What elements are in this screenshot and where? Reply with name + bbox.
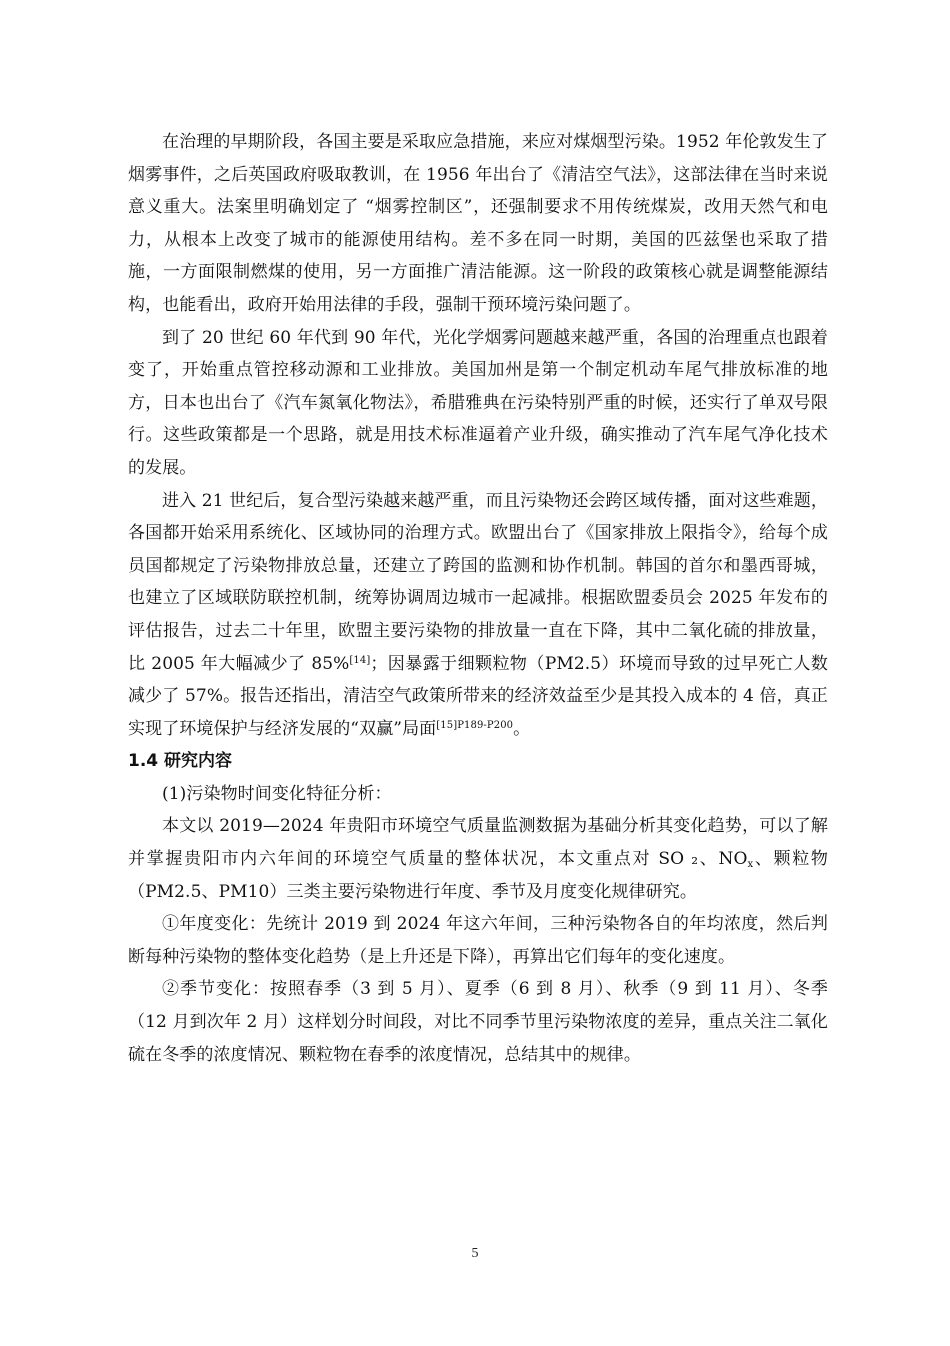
paragraph-21st-century-text-2: ；因暴露于细颗粒物（PM2.5）环境而导致的过早死亡人数减少了 57%。报告还指出，清洁空气政策所带来的经济效益至少是其投入成本的 4 倍，真正实现了环境保护与经济发展的“双赢”局面 bbox=[128, 653, 828, 739]
paragraph-annual-change: ①年度变化：先统计 2019 到 2024 年这六年间，三种污染物各自的年均浓度，然后判断每种污染物的整体变化趋势（是上升还是下降），再算出它们每年的变化速度。 bbox=[128, 914, 828, 967]
paragraph-21st-century-text-3: 。 bbox=[513, 718, 531, 739]
section-heading: 1.4 研究内容 bbox=[128, 751, 233, 772]
paragraph-research-intro bbox=[128, 810, 828, 908]
paragraph-21st-century-text-1: 进入 21 世纪后，复合型污染越来越严重，而且污染物还会跨区域传播，面对这些难题，各国都开始采用系统化、区域协同的治理方式。欧盟出台了《国家排放上限指令》，给每个成员国都规定了污染物排放总量，还建立了跨国的监测和协作机制。韩国的首尔和墨西哥城，也建立了区域联防联控机制，统筹协调周边城市一起减排。根据欧盟委员会 2025 年发布的评估报告，过去二十年里，欧盟主要污染物的排放量一直在下降，其中二氧化硫的排放量，比 2005 年大幅减少了 85% bbox=[128, 490, 828, 674]
research-intro-text-1: 本文以 2019—2024 年贵阳市环境空气质量监测数据为基础分析其变化趋势，可以了解并掌握贵阳市内六年间的环境空气质量的整体状况，本文重点对 SO ₂、NO bbox=[128, 816, 828, 870]
paragraph-early-stage: 在治理的早期阶段，各国主要是采取应急措施，来应对煤烟型污染。1952 年伦敦发生了烟雾事件，之后英国政府吸取教训，在 1956 年出台了《清洁空气法》，这部法律在当时来说意义重大。法案里明确划定了 “烟雾控制区”，还强制要求不用传统煤炭，改用天然气和电力，从根本上改变了城市的能源使用结构。差不多在同一时期，美国的匹兹堡也采取了措施，一方面限制燃煤的使用，另一方面推广清洁能源。这一阶段的政策核心就是调整能源结构，也能看出，政府开始用法律的手段，强制干预环境污染问题了。 bbox=[128, 132, 828, 315]
citation-14: [14] bbox=[349, 654, 371, 666]
page-number: 5 bbox=[471, 1246, 479, 1261]
document-page bbox=[128, 126, 828, 1071]
nox-subscript: x bbox=[747, 859, 754, 871]
paragraph-21st-century bbox=[128, 485, 828, 746]
item-1-title: (1)污染物时间变化特征分析： bbox=[162, 783, 392, 804]
paragraph-photochemical-smog: 到了 20 世纪 60 年代到 90 年代，光化学烟雾问题越来越严重，各国的治理重点也跟着变了，开始重点管控移动源和工业排放。美国加州是第一个制定机动车尾气排放标准的地方，日本也出台了《汽车氮氧化物法》，希腊雅典在污染特别严重的时候，还实行了单双号限行。这些政策都是一个思路，就是用技术标准逼着产业升级，确实推动了汽车尾气净化技术的发展。 bbox=[128, 327, 828, 478]
research-intro-text-2: 、颗粒物（PM2.5、PM10）三类主要污染物进行年度、季节及月度变化规律研究。 bbox=[128, 849, 828, 902]
paragraph-seasonal-change: ②季节变化：按照春季（3 到 5 月）、夏季（6 到 8 月）、秋季（9 到 11 月）、冬季（12 月到次年 2 月）这样划分时间段，对比不同季节里污染物浓度的差异，重点关注二氧化硫在冬季的浓度情况、颗粒物在春季的浓度情况，总结其中的规律。 bbox=[128, 979, 828, 1065]
citation-15: [15]P189-P200 bbox=[436, 719, 514, 731]
